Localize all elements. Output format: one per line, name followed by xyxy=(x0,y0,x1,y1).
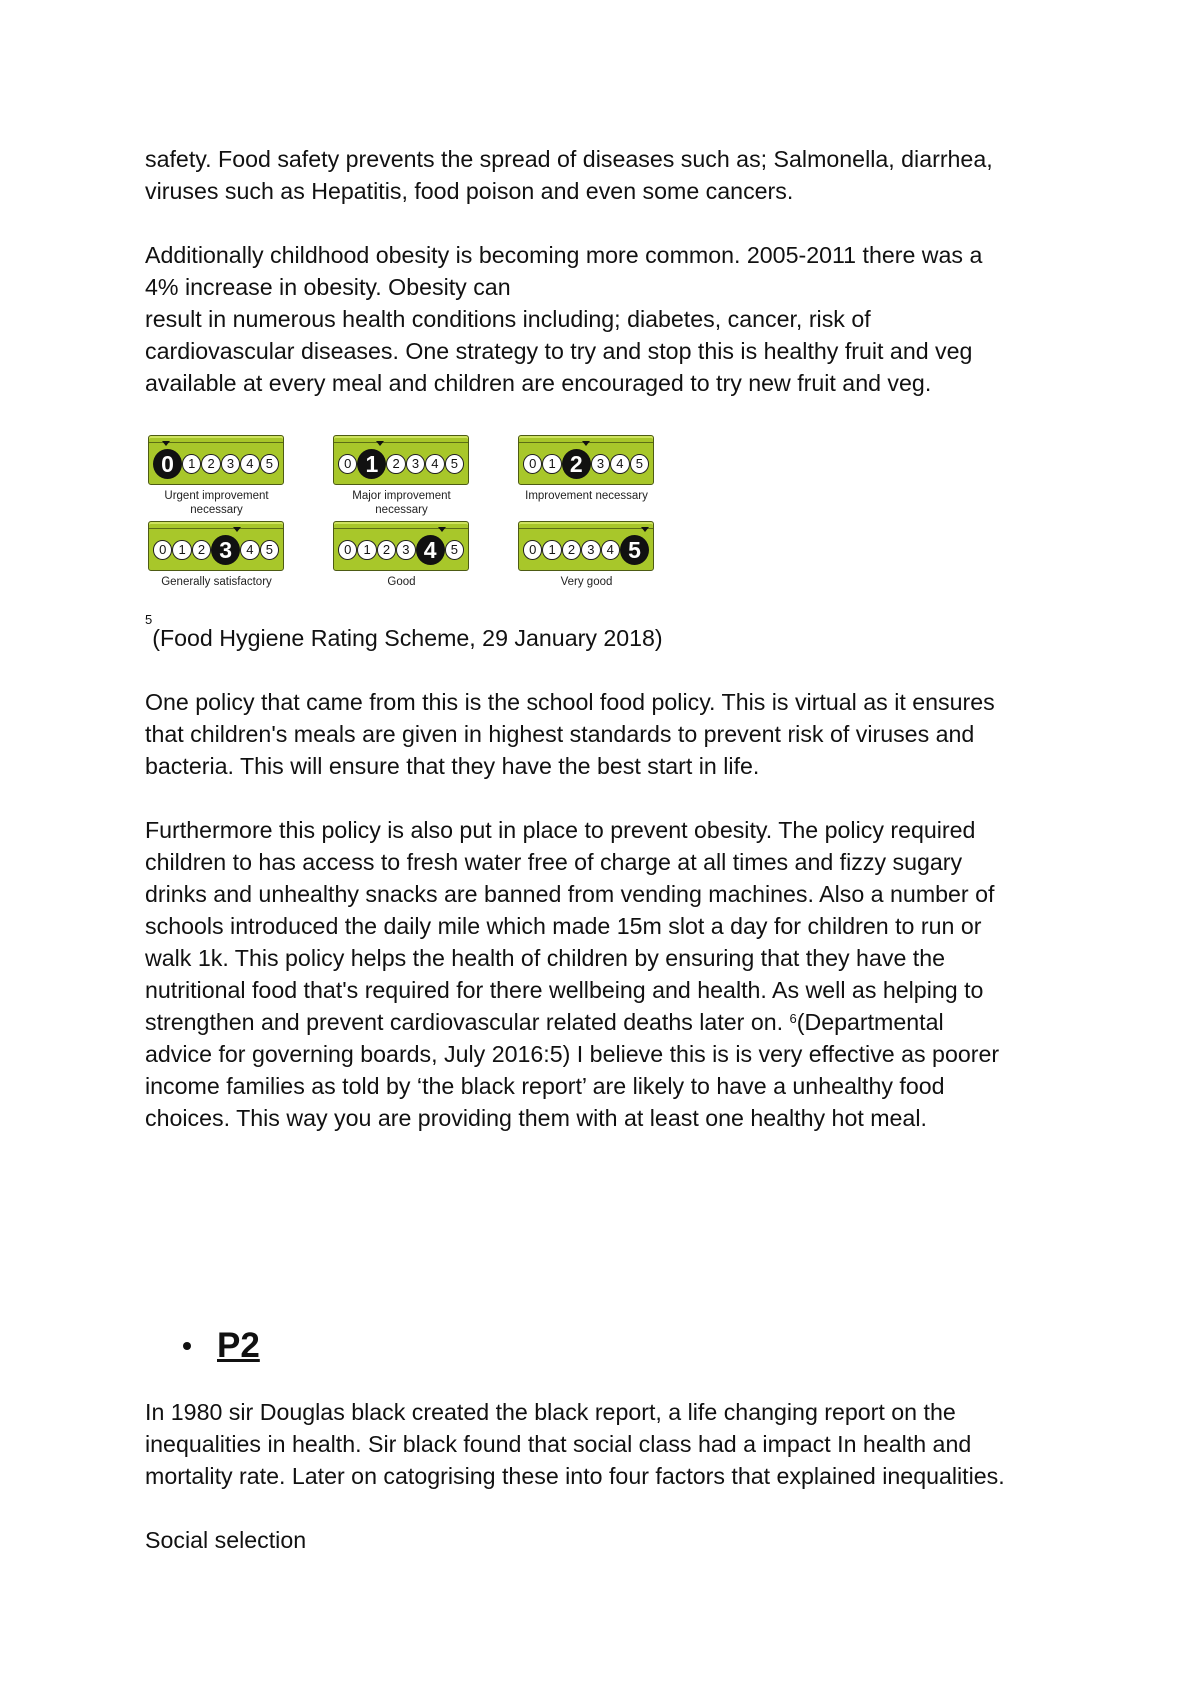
paragraph-line: inequalities in health. Sir black found that social class had a impact In health and xyxy=(145,1431,972,1457)
pointer-icon xyxy=(162,441,170,446)
paragraph-line: result in numerous health conditions including; diabetes, cancer, risk of xyxy=(145,306,871,332)
rating-number: 5 xyxy=(630,454,649,474)
rating-plate xyxy=(518,435,654,485)
rating-label: Generally satisfactory xyxy=(161,576,272,588)
rating-number: 5 xyxy=(445,540,464,560)
paragraph-line: One policy that came from this is the school food policy. This is virtual as it ensures xyxy=(145,689,995,715)
rating-number: 3 xyxy=(406,454,425,474)
rating-number: 2 xyxy=(201,454,220,474)
pointer-icon xyxy=(438,527,446,532)
paragraph-line: Furthermore this policy is also put in place to prevent obesity. The policy required xyxy=(145,817,976,843)
paragraph-line xyxy=(145,1006,1065,1038)
rating-badge-5 xyxy=(515,518,698,596)
document-page xyxy=(145,143,1065,1556)
rating-plate xyxy=(333,521,469,571)
rating-plate xyxy=(148,435,284,485)
pointer-icon xyxy=(582,441,590,446)
rating-number: 5 xyxy=(260,454,279,474)
rating-number: 0 xyxy=(338,540,357,560)
rating-number: 2 xyxy=(562,540,581,560)
rating-number: 3 xyxy=(591,454,610,474)
rating-number: 2 xyxy=(377,540,396,560)
paragraph-line: safety. Food safety prevents the spread of diseases such as; Salmonella, diarrhea, xyxy=(145,146,993,172)
paragraph-line: choices. This way you are providing them with at least one healthy hot meal. xyxy=(145,1105,927,1131)
paragraph-line: available at every meal and children are encouraged to try new fruit and veg. xyxy=(145,370,932,396)
pointer-icon xyxy=(641,527,649,532)
rating-number: 1 xyxy=(542,454,561,474)
rating-number: 4 xyxy=(425,454,444,474)
food-hygiene-rating-figure xyxy=(145,432,695,592)
paragraph-line: bacteria. This will ensure that they have the best start in life. xyxy=(145,753,760,779)
rating-label: Urgent improvement necessary xyxy=(164,490,269,516)
rating-number: 0 xyxy=(153,449,182,479)
rating-number: 4 xyxy=(416,535,445,565)
rating-number: 1 xyxy=(542,540,561,560)
rating-number: 0 xyxy=(523,540,542,560)
rating-badge-2 xyxy=(515,432,698,510)
pointer-icon xyxy=(233,527,241,532)
rating-number: 0 xyxy=(338,454,357,474)
rating-badge-3 xyxy=(145,518,328,596)
rating-number: 3 xyxy=(211,535,240,565)
paragraph-line: drinks and unhealthy snacks are banned from vending machines. Also a number of xyxy=(145,881,995,907)
footnote-ref: 6 xyxy=(789,1011,797,1026)
paragraph-line: In 1980 sir Douglas black created the black report, a life changing report on the xyxy=(145,1399,956,1425)
rating-label: Improvement necessary xyxy=(525,490,648,502)
caption-text: (Food Hygiene Rating Scheme, 29 January 2018) xyxy=(152,625,663,651)
section-heading-text: P2 xyxy=(217,1326,260,1365)
pointer-icon xyxy=(376,441,384,446)
rating-badge-0 xyxy=(145,432,328,516)
paragraph-line: 4% increase in obesity. Obesity can xyxy=(145,274,511,300)
rating-plate xyxy=(518,521,654,571)
paragraph-line: Additionally childhood obesity is becoming more common. 2005-2011 there was a xyxy=(145,242,983,268)
footnote-ref: 5 xyxy=(145,612,153,627)
rating-badge-1 xyxy=(330,432,513,516)
paragraph-line: schools introduced the daily mile which made 15m slot a day for children to run or xyxy=(145,913,982,939)
figure-caption xyxy=(145,612,1065,654)
rating-label: Very good xyxy=(560,576,613,588)
rating-badge-4 xyxy=(330,518,513,596)
paragraph-line: walk 1k. This policy helps the health of children by ensuring that they have the xyxy=(145,945,946,971)
rating-number: 4 xyxy=(610,454,629,474)
paragraph-line: that children's meals are given in highest standards to prevent risk of viruses and xyxy=(145,721,975,747)
rating-plate xyxy=(148,521,284,571)
paragraph-line: mortality rate. Later on catogrising these into four factors that explained inequalities. xyxy=(145,1463,1005,1489)
paragraph-line: viruses such as Hepatitis, food poison and even some cancers. xyxy=(145,178,794,204)
rating-number: 2 xyxy=(562,449,591,479)
rating-number: 2 xyxy=(386,454,405,474)
paragraph-line: cardiovascular diseases. One strategy to try and stop this is healthy fruit and veg xyxy=(145,338,973,364)
rating-number: 3 xyxy=(221,454,240,474)
rating-number: 4 xyxy=(240,540,259,560)
rating-number: 5 xyxy=(445,454,464,474)
rating-number: 5 xyxy=(620,535,649,565)
text-span: strengthen and prevent cardiovascular related deaths later on. xyxy=(145,1009,790,1035)
rating-number: 0 xyxy=(523,454,542,474)
paragraph-line: nutritional food that's required for there wellbeing and health. As well as helping to xyxy=(145,977,984,1003)
paragraph-line: income families as told by ‘the black report’ are likely to have a unhealthy food xyxy=(145,1073,945,1099)
rating-number: 1 xyxy=(172,540,191,560)
bullet-icon xyxy=(183,1342,191,1350)
rating-plate xyxy=(333,435,469,485)
rating-number: 5 xyxy=(260,540,279,560)
rating-number: 4 xyxy=(601,540,620,560)
paragraph-line: advice for governing boards, July 2016:5) I believe this is is very effective as poorer xyxy=(145,1041,1000,1067)
rating-number: 2 xyxy=(192,540,211,560)
paragraph-line: Social selection xyxy=(145,1527,307,1553)
rating-number: 1 xyxy=(357,540,376,560)
rating-number: 3 xyxy=(396,540,415,560)
rating-number: 3 xyxy=(581,540,600,560)
rating-label: Major improvement necessary xyxy=(352,490,451,516)
rating-number: 1 xyxy=(182,454,201,474)
section-heading xyxy=(183,1320,1065,1372)
rating-number: 4 xyxy=(240,454,259,474)
paragraph-line: children to has access to fresh water free of charge at all times and fizzy sugary xyxy=(145,849,963,875)
rating-label: Good xyxy=(387,576,416,588)
text-span: (Departmental xyxy=(796,1009,944,1035)
rating-number: 1 xyxy=(357,449,386,479)
rating-number: 0 xyxy=(153,540,172,560)
